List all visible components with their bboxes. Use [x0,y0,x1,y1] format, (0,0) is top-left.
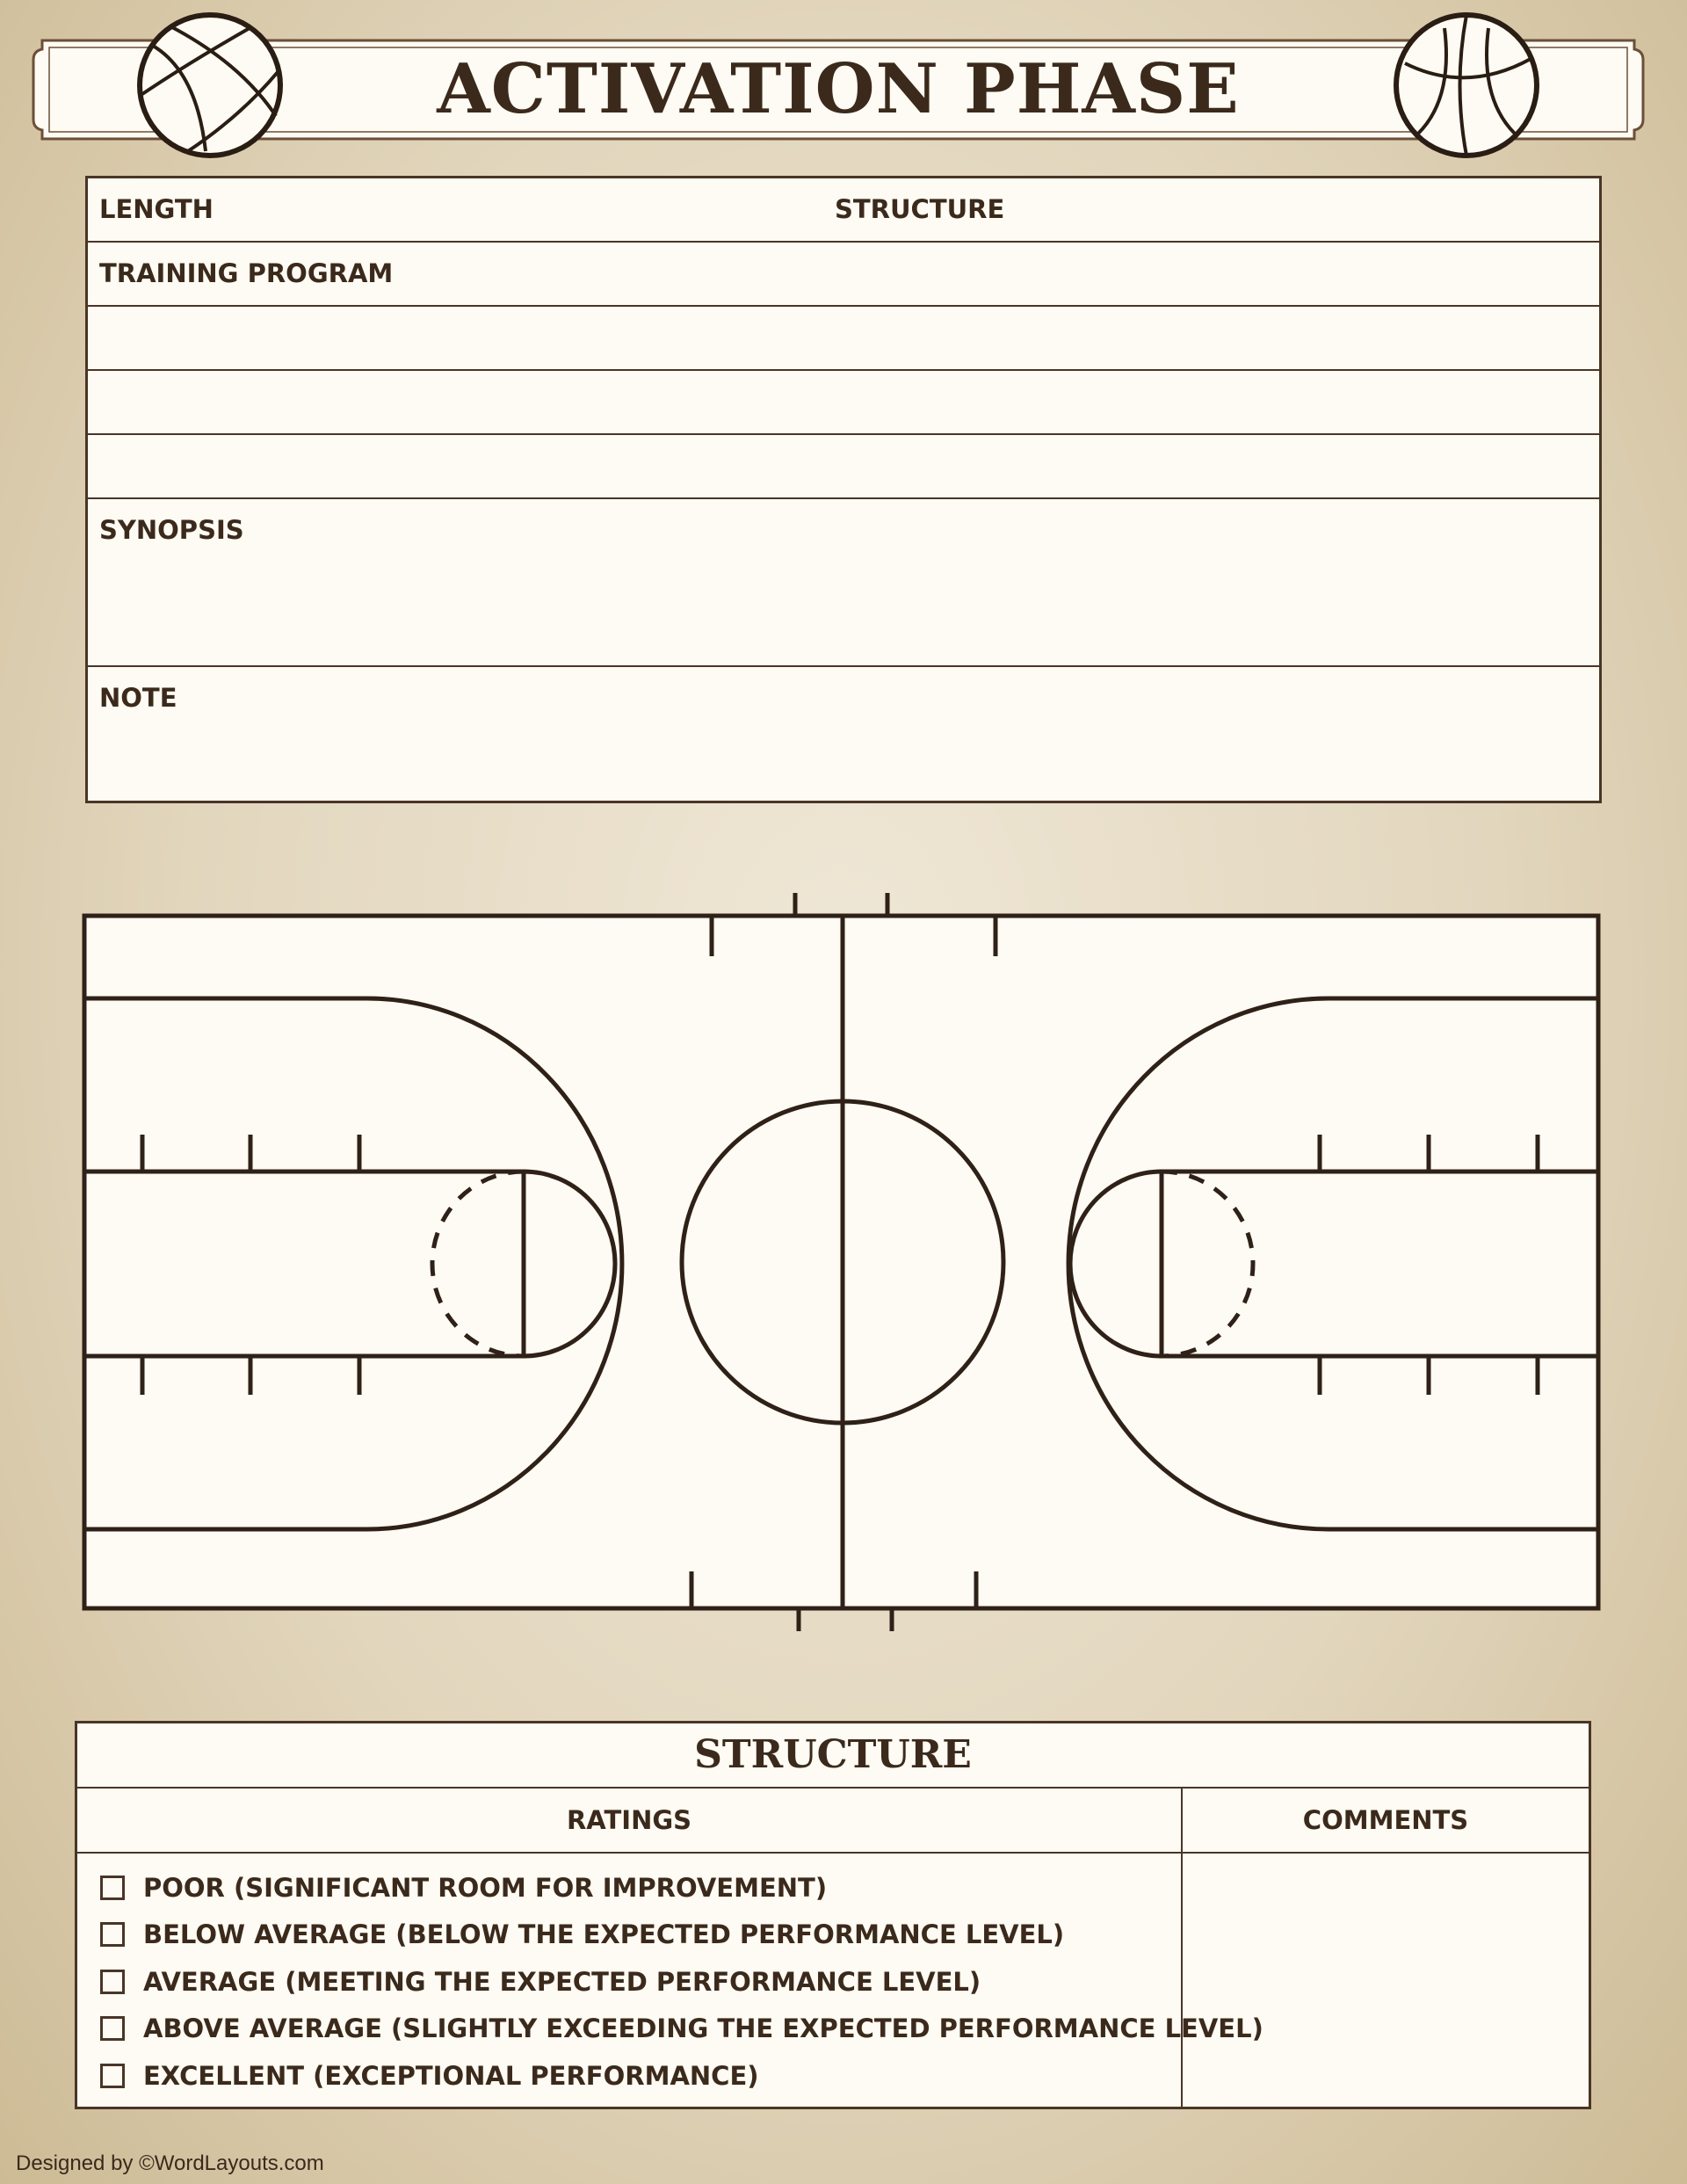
synopsis-label: SYNOPSIS [99,515,244,545]
rating-option-above-average[interactable] [100,2006,1263,2053]
structure-table-title: STRUCTURE [77,1723,1589,1789]
rating-label: POOR (SIGNIFICANT ROOM FOR IMPROVEMENT) [143,1872,828,1903]
training-program-label: TRAINING PROGRAM [99,258,394,288]
training-program-line[interactable] [88,307,1599,371]
structure-label: STRUCTURE [835,194,1005,224]
rating-option-below-average[interactable] [100,1912,1263,1959]
training-form [85,176,1602,803]
length-structure-row[interactable] [88,178,1599,243]
training-program-line[interactable] [88,435,1599,499]
rating-option-average[interactable] [100,1958,1263,2006]
rating-label: AVERAGE (MEETING THE EXPECTED PERFORMANCE LEVEL) [143,1966,981,1997]
checkbox[interactable] [100,2016,125,2041]
rating-label: BELOW AVERAGE (BELOW THE EXPECTED PERFORMANCE LEVEL) [143,1919,1065,1950]
checkbox[interactable] [100,1970,125,1994]
structure-ratings-table [75,1721,1591,2109]
length-label: LENGTH [99,194,214,224]
training-program-row[interactable] [88,243,1599,307]
rating-label: ABOVE AVERAGE (SLIGHTLY EXCEEDING THE EXPECTED PERFORMANCE LEVEL) [143,2013,1263,2044]
title-banner [30,37,1647,142]
rating-label: EXCELLENT (EXCEPTIONAL PERFORMANCE) [143,2060,759,2091]
basketball-icon [1392,11,1541,160]
ratings-header: RATINGS [77,1789,1181,1854]
comments-header: COMMENTS [1183,1789,1589,1854]
checkbox[interactable] [100,2064,125,2088]
note-field[interactable] [88,667,1599,801]
rating-option-poor[interactable] [100,1864,1263,1912]
checkbox[interactable] [100,1922,125,1947]
synopsis-field[interactable] [88,499,1599,667]
checkbox[interactable] [100,1876,125,1900]
page-title: ACTIVATION PHASE [437,49,1240,129]
training-program-line[interactable] [88,371,1599,435]
ratings-list [100,1864,1263,2100]
basketball-icon [135,11,285,160]
rating-option-excellent[interactable] [100,2052,1263,2100]
footer-credit: Designed by ©WordLayouts.com [16,2151,324,2175]
note-label: NOTE [99,683,177,713]
